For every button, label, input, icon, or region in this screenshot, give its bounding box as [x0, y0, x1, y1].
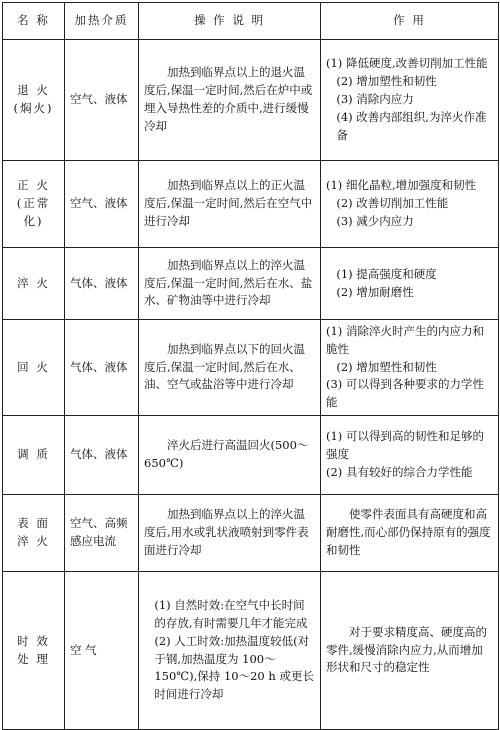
effect-cell [321, 320, 499, 416]
table-row [3, 572, 499, 730]
effect-item: (1) 细化晶粒,增加强度和韧性 [326, 178, 477, 193]
effect-item: (2) 改善切削加工性能 [336, 196, 449, 211]
effect-cell: 对于要求精度高、硬度高的零件,缓慢消除内应力,从而增加形状和尺寸的稳定性 [321, 572, 499, 730]
medium-cell: 空气、液体 [65, 40, 139, 161]
medium-cell: 空 气 [65, 572, 139, 730]
process-alt-name: 处 理 [17, 651, 50, 666]
heat-treatment-table [2, 2, 499, 730]
operation-cell: 加热到临界点以下的回火温度后,保温一定时间,然后在水、油、空气或盐浴等中进行冷却 [139, 320, 321, 416]
effect-item: (4) 改善内部组织,为淬火作准备 [336, 109, 487, 142]
effect-item: (2) 具有较好的综合力学性能 [326, 464, 473, 479]
medium-cell: 空气、液体 [65, 161, 139, 248]
table-row [3, 495, 499, 572]
header-operation: 操 作 说 明 [139, 3, 321, 40]
operation-cell: 加热到临界点以上的淬火温度后,保温一定时间,然后在水、盐水、矿物油等中进行冷却 [139, 248, 321, 320]
table-row [3, 320, 499, 416]
process-name-cell [3, 320, 65, 416]
effect-item: (3) 可以得到各种要求的力学性能 [326, 377, 484, 410]
process-alt-name: 淬 火 [17, 534, 50, 549]
medium-cell: 气体、液体 [65, 416, 139, 495]
operation-cell: 淬火后进行高温回火(500～650℃) [139, 416, 321, 495]
process-name: 正 火 [17, 178, 50, 193]
process-name: 时 效 [17, 633, 50, 648]
process-name-cell [3, 40, 65, 161]
effect-item: (2) 增加塑性和韧性 [336, 74, 437, 89]
operation-cell: 加热到临界点以上的正火温度后,保温一定时间,然后在空气中进行冷却 [139, 161, 321, 248]
process-alt-name: (焖火) [13, 101, 54, 115]
table-row [3, 40, 499, 161]
process-name: 表 面 [17, 516, 50, 531]
medium-cell: 气体、液体 [65, 248, 139, 320]
effect-cell: 使零件表面具有高硬度和高耐磨性,而心部仍保持原有的强度和韧性 [321, 495, 499, 572]
effect-item: (1) 提高强度和硬度 [336, 266, 437, 281]
medium-cell: 空气、高频感应电流 [65, 495, 139, 572]
header-name: 名 称 [3, 3, 65, 40]
effect-cell [321, 248, 499, 320]
header-row [3, 3, 499, 40]
process-name: 回 火 [17, 359, 50, 374]
effect-cell [321, 161, 499, 248]
medium-cell: 气体、液体 [65, 320, 139, 416]
effect-item: (3) 减少内应力 [336, 213, 414, 228]
effect-item: (1) 降低硬度,改善切削加工性能 [326, 56, 488, 71]
process-name: 调 质 [17, 447, 50, 462]
operation-cell: 加热到临界点以上的淬火温度后,用水或乳状液喷射到零件表面进行冷却 [139, 495, 321, 572]
process-name-cell [3, 248, 65, 320]
effect-item: (1) 消除淬火时产生的内应力和脆性 [326, 324, 484, 356]
operation-item: (1) 自然时效:在空气中长时间的存放,有时需要几年才能完成 [154, 598, 308, 630]
header-effect: 作 用 [321, 3, 499, 40]
effect-item: (2) 增加塑性和韧性 [336, 359, 437, 374]
process-name: 退 火 [17, 83, 50, 98]
effect-item: (1) 可以得到高的韧性和足够的强度 [326, 429, 484, 462]
process-alt-name: (正常化) [16, 196, 51, 228]
table-row [3, 416, 499, 495]
table-row [3, 248, 499, 320]
effect-item: (2) 增加耐磨性 [336, 284, 414, 299]
process-name-cell [3, 572, 65, 730]
operation-item: (2) 人工时效:加热温度较低(对于钢,加热温度为 100～150℃),保持 10～20 h 或更长时间进行冷却 [154, 633, 314, 702]
header-medium: 加热介质 [65, 3, 139, 40]
process-name: 淬 火 [17, 275, 50, 290]
effect-item: (3) 消除内应力 [336, 92, 414, 107]
effect-cell [321, 416, 499, 495]
operation-cell [139, 572, 321, 730]
process-name-cell [3, 495, 65, 572]
process-name-cell [3, 161, 65, 248]
effect-cell [321, 40, 499, 161]
operation-cell: 加热到临界点以上的退火温度后,保温一定时间,然后在炉中或埋入导热性差的介质中,进行缓慢冷却 [139, 40, 321, 161]
process-name-cell [3, 416, 65, 495]
table-row [3, 161, 499, 248]
